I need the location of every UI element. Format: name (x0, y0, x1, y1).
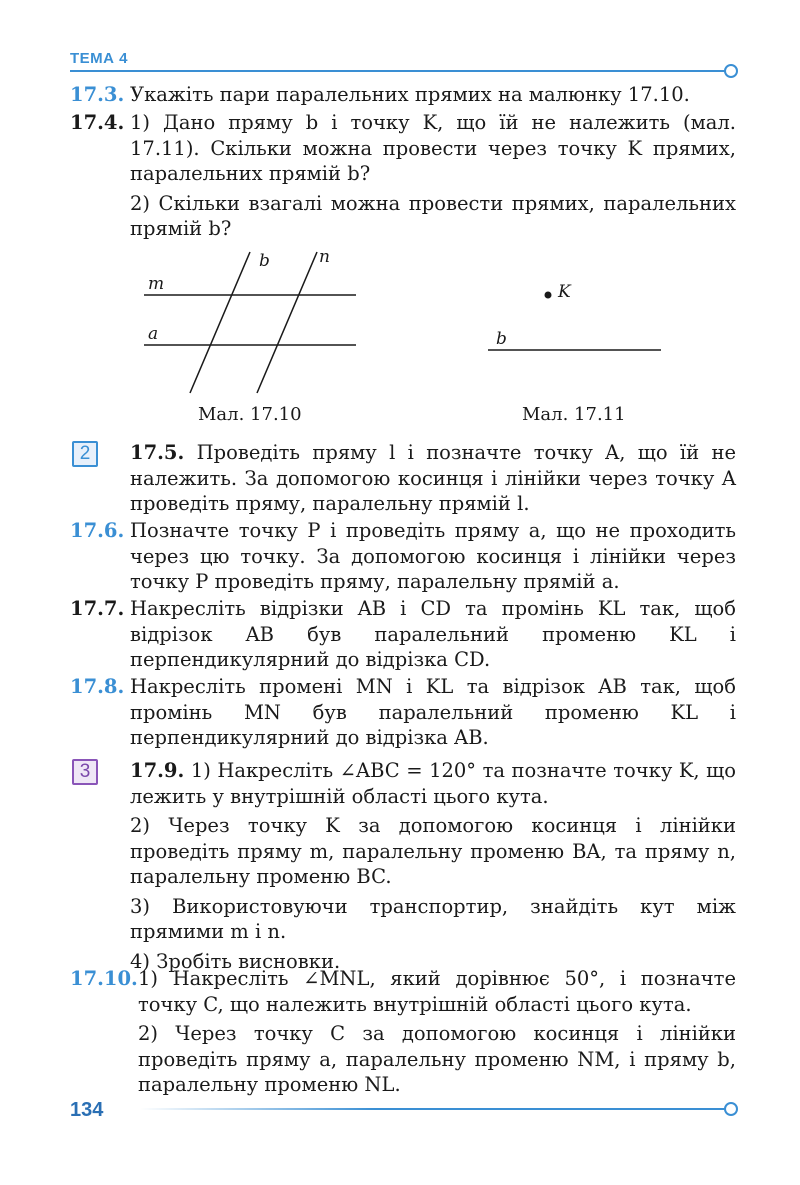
task-number: 17.8. (70, 675, 125, 698)
topic-title: ТЕМА 4 (70, 50, 129, 67)
task-17-5 (130, 440, 736, 517)
footer-rule (140, 1102, 738, 1116)
task-text: 2) Через точку C за допомогою косинця і лінійки проведіть пряму a, паралельну променю NM, і пряму b, паралельну променю NL. (138, 1022, 736, 1096)
task-text: 3) Використовуючи транспортир, знайдіть кут між прямими m і n. (130, 894, 736, 943)
label-b: b (259, 251, 270, 271)
figure-17-10 (130, 244, 380, 404)
task-17-10 (138, 966, 736, 1098)
header-rule (70, 64, 738, 78)
task-number: 17.3. (70, 83, 125, 106)
figure-caption: Мал. 17.11 (522, 404, 626, 425)
task-17-4 (130, 110, 736, 242)
task-17-9 (130, 758, 736, 974)
task-number: 17.10. (70, 967, 138, 990)
point-k (545, 292, 552, 299)
task-text: 4) Зробіть висновки. (130, 949, 341, 973)
label-k: K (558, 282, 571, 302)
task-number: 17.4. (70, 111, 125, 134)
task-text: 1) Дано пряму b і точку K, що їй не належить (мал. 17.11). Скільки можна провести через точку K прямих, паралельних прямій b? (130, 111, 736, 185)
task-17-7 (130, 596, 736, 673)
task-number: 17.5. (130, 441, 185, 464)
label-m: m (148, 274, 165, 294)
task-text-body: 1) Накресліть ∠ABC = 120° та позначте точку K, що лежить у внутрішній області цього кута. (130, 759, 737, 808)
task-text: 1) Накресліть ∠MNL, який дорівнює 50°, і позначте точку C, що належить внутрішній області цього кута. (138, 967, 736, 1016)
task-text (130, 758, 736, 809)
task-text-body: Проведіть пряму l і позначте точку A, що їй не належить. За допомогою косинця і лінійки через точку A проведіть пряму, паралельну прямій l. (130, 441, 736, 515)
label-n: n (319, 247, 330, 267)
task-17-6 (130, 518, 736, 595)
task-text (130, 440, 736, 517)
level-2-badge: 2 (72, 441, 98, 467)
line-n (257, 252, 317, 393)
task-text: 2) Скільки взагалі можна провести прямих, паралельних прямій b? (130, 191, 736, 240)
task-17-8 (130, 674, 736, 751)
task-text: Накресліть промені MN і KL та відрізок AB так, щоб промінь MN був паралельний променю KL і перпендикулярний до відрізка AB. (130, 675, 736, 749)
task-number: 17.7. (70, 597, 125, 620)
task-17-3 (130, 82, 736, 108)
page-number: 134 (70, 1099, 104, 1121)
figure-caption: Мал. 17.10 (198, 404, 302, 425)
task-text: 2) Через точку K за допомогою косинця і лінійки проведіть пряму m, паралельну променю BA, та пряму n, паралельну променю BC. (130, 814, 736, 888)
task-text: Накресліть відрізки AB і CD та промінь KL так, щоб відрізок AB був паралельний променю KL і перпендикулярний до відрізка CD. (130, 597, 736, 671)
task-text: Позначте точку P і проведіть пряму a, що не проходить через цю точку. За допомогою косинця і лінійки через точку P проведіть пряму, паралельну прямій a. (130, 519, 736, 593)
line-b (190, 252, 250, 393)
task-text: Укажіть пари паралельних прямих на малюнку 17.10. (130, 83, 690, 106)
task-number: 17.6. (70, 519, 125, 542)
figure-17-11 (484, 276, 674, 360)
level-3-badge: 3 (72, 759, 98, 785)
label-b: b (496, 329, 507, 349)
task-number: 17.9. (130, 759, 185, 782)
label-a: a (148, 324, 159, 344)
